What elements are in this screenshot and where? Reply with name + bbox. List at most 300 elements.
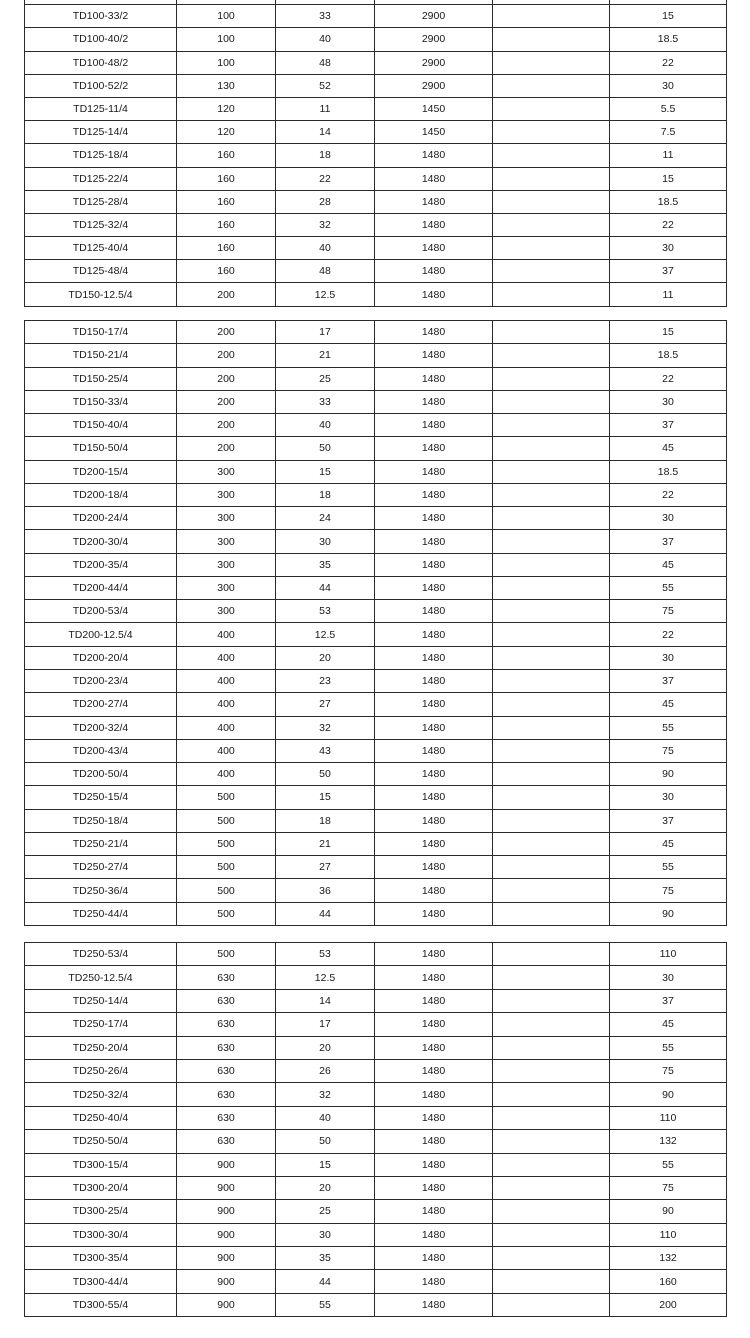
head-cell: 53 (276, 600, 375, 623)
head-cell: 21 (276, 344, 375, 367)
power-cell: 15 (610, 5, 727, 28)
blank-cell (493, 763, 610, 786)
head-cell: 22 (276, 167, 375, 190)
flow-cell: 300 (177, 530, 276, 553)
flow-cell: 200 (177, 367, 276, 390)
speed-cell: 2900 (375, 74, 493, 97)
power-cell: 18.5 (610, 460, 727, 483)
head-cell: 18 (276, 144, 375, 167)
pump-spec-table-3 (24, 942, 726, 1317)
blank-cell (493, 623, 610, 646)
speed-cell: 1480 (375, 1270, 493, 1293)
blank-cell (493, 51, 610, 74)
power-cell: 75 (610, 600, 727, 623)
speed-cell: 1480 (375, 530, 493, 553)
flow-cell: 400 (177, 623, 276, 646)
table-row (25, 739, 727, 762)
flow-cell: 130 (177, 74, 276, 97)
flow-cell: 100 (177, 5, 276, 28)
power-cell: 22 (610, 213, 727, 236)
flow-cell: 900 (177, 1293, 276, 1316)
speed-cell: 1480 (375, 989, 493, 1012)
speed-cell: 1480 (375, 809, 493, 832)
table-row (25, 763, 727, 786)
spec-table (24, 0, 727, 307)
flow-cell: 400 (177, 646, 276, 669)
power-cell: 15 (610, 321, 727, 344)
power-cell: 45 (610, 1013, 727, 1036)
speed-cell: 1480 (375, 344, 493, 367)
blank-cell (493, 1247, 610, 1270)
head-cell: 48 (276, 51, 375, 74)
speed-cell: 1450 (375, 97, 493, 120)
table-row (25, 167, 727, 190)
table-row (25, 367, 727, 390)
blank-cell (493, 507, 610, 530)
flow-cell: 160 (177, 237, 276, 260)
model-cell: TD150-33/4 (25, 390, 177, 413)
flow-cell: 200 (177, 321, 276, 344)
flow-cell: 500 (177, 902, 276, 925)
power-cell: 30 (610, 237, 727, 260)
table-row (25, 576, 727, 599)
blank-cell (493, 437, 610, 460)
power-cell: 30 (610, 507, 727, 530)
model-cell: TD250-53/4 (25, 943, 177, 966)
flow-cell: 900 (177, 1223, 276, 1246)
power-cell: 160 (610, 1270, 727, 1293)
blank-cell (493, 693, 610, 716)
head-cell: 12.5 (276, 623, 375, 646)
flow-cell: 160 (177, 213, 276, 236)
table-row (25, 144, 727, 167)
model-cell: TD250-44/4 (25, 902, 177, 925)
table-row (25, 1106, 727, 1129)
flow-cell: 900 (177, 1153, 276, 1176)
speed-cell: 1480 (375, 414, 493, 437)
table-row (25, 483, 727, 506)
blank-cell (493, 989, 610, 1012)
table-row (25, 809, 727, 832)
power-cell: 11 (610, 144, 727, 167)
head-cell: 17 (276, 1013, 375, 1036)
model-cell: TD200-43/4 (25, 739, 177, 762)
head-cell: 32 (276, 1083, 375, 1106)
table-row (25, 623, 727, 646)
table-row (25, 1176, 727, 1199)
pump-spec-table-1 (24, 0, 726, 307)
speed-cell: 1480 (375, 507, 493, 530)
speed-cell: 1480 (375, 1083, 493, 1106)
table-row (25, 989, 727, 1012)
table-row (25, 390, 727, 413)
power-cell: 30 (610, 646, 727, 669)
power-cell: 15 (610, 167, 727, 190)
table-row (25, 321, 727, 344)
table-row (25, 856, 727, 879)
flow-cell: 400 (177, 716, 276, 739)
model-cell: TD250-36/4 (25, 879, 177, 902)
model-cell: TD250-14/4 (25, 989, 177, 1012)
head-cell: 35 (276, 553, 375, 576)
flow-cell: 200 (177, 414, 276, 437)
flow-cell: 120 (177, 97, 276, 120)
power-cell: 45 (610, 553, 727, 576)
flow-cell: 100 (177, 28, 276, 51)
flow-cell: 900 (177, 1270, 276, 1293)
power-cell: 90 (610, 902, 727, 925)
speed-cell: 1480 (375, 1200, 493, 1223)
table-row (25, 190, 727, 213)
model-cell: TD300-25/4 (25, 1200, 177, 1223)
power-cell: 55 (610, 1036, 727, 1059)
head-cell: 21 (276, 832, 375, 855)
speed-cell: 1480 (375, 167, 493, 190)
flow-cell: 500 (177, 809, 276, 832)
speed-cell: 1480 (375, 1247, 493, 1270)
power-cell: 30 (610, 390, 727, 413)
power-cell: 75 (610, 879, 727, 902)
table-row (25, 530, 727, 553)
power-cell: 110 (610, 1223, 727, 1246)
power-cell: 22 (610, 51, 727, 74)
head-cell: 36 (276, 879, 375, 902)
flow-cell: 630 (177, 966, 276, 989)
power-cell: 22 (610, 623, 727, 646)
blank-cell (493, 943, 610, 966)
speed-cell: 1480 (375, 693, 493, 716)
model-cell: TD125-11/4 (25, 97, 177, 120)
power-cell: 37 (610, 260, 727, 283)
model-cell: TD200-24/4 (25, 507, 177, 530)
flow-cell: 300 (177, 600, 276, 623)
speed-cell: 1480 (375, 943, 493, 966)
power-cell: 75 (610, 1176, 727, 1199)
model-cell: TD300-20/4 (25, 1176, 177, 1199)
speed-cell: 1480 (375, 144, 493, 167)
model-cell: TD250-17/4 (25, 1013, 177, 1036)
model-cell: TD250-27/4 (25, 856, 177, 879)
model-cell: TD125-32/4 (25, 213, 177, 236)
head-cell: 28 (276, 190, 375, 213)
blank-cell (493, 1223, 610, 1246)
blank-cell (493, 167, 610, 190)
speed-cell: 1480 (375, 576, 493, 599)
blank-cell (493, 321, 610, 344)
model-cell: TD100-40/2 (25, 28, 177, 51)
blank-cell (493, 1270, 610, 1293)
flow-cell: 160 (177, 144, 276, 167)
table-row (25, 786, 727, 809)
flow-cell: 300 (177, 507, 276, 530)
spec-table (24, 320, 727, 926)
power-cell: 132 (610, 1247, 727, 1270)
blank-cell (493, 1013, 610, 1036)
head-cell: 40 (276, 237, 375, 260)
table-row (25, 553, 727, 576)
head-cell: 48 (276, 260, 375, 283)
table-row (25, 28, 727, 51)
power-cell: 75 (610, 1059, 727, 1082)
power-cell: 11 (610, 283, 727, 306)
table-row (25, 97, 727, 120)
head-cell: 15 (276, 1153, 375, 1176)
speed-cell: 1480 (375, 367, 493, 390)
blank-cell (493, 28, 610, 51)
flow-cell: 400 (177, 739, 276, 762)
power-cell: 37 (610, 414, 727, 437)
power-cell: 30 (610, 786, 727, 809)
speed-cell: 1480 (375, 483, 493, 506)
blank-cell (493, 190, 610, 213)
speed-cell: 1480 (375, 1013, 493, 1036)
speed-cell: 1480 (375, 739, 493, 762)
blank-cell (493, 1293, 610, 1316)
blank-cell (493, 716, 610, 739)
head-cell: 12.5 (276, 283, 375, 306)
model-cell: TD250-21/4 (25, 832, 177, 855)
speed-cell: 1480 (375, 260, 493, 283)
blank-cell (493, 74, 610, 97)
blank-cell (493, 832, 610, 855)
model-cell: TD250-32/4 (25, 1083, 177, 1106)
head-cell: 24 (276, 507, 375, 530)
power-cell: 37 (610, 989, 727, 1012)
flow-cell: 500 (177, 832, 276, 855)
model-cell: TD200-35/4 (25, 553, 177, 576)
speed-cell: 1480 (375, 646, 493, 669)
power-cell: 18.5 (610, 28, 727, 51)
blank-cell (493, 144, 610, 167)
speed-cell: 1480 (375, 213, 493, 236)
blank-cell (493, 600, 610, 623)
speed-cell: 2900 (375, 28, 493, 51)
speed-cell: 1480 (375, 1223, 493, 1246)
model-cell: TD150-21/4 (25, 344, 177, 367)
power-cell: 37 (610, 669, 727, 692)
model-cell: TD250-18/4 (25, 809, 177, 832)
table-row (25, 507, 727, 530)
speed-cell: 1480 (375, 437, 493, 460)
head-cell: 20 (276, 1036, 375, 1059)
head-cell: 27 (276, 856, 375, 879)
head-cell: 15 (276, 786, 375, 809)
model-cell: TD200-23/4 (25, 669, 177, 692)
head-cell: 40 (276, 28, 375, 51)
head-cell: 18 (276, 483, 375, 506)
blank-cell (493, 483, 610, 506)
speed-cell: 1480 (375, 460, 493, 483)
blank-cell (493, 1083, 610, 1106)
blank-cell (493, 344, 610, 367)
head-cell: 30 (276, 1223, 375, 1246)
head-cell: 44 (276, 902, 375, 925)
blank-cell (493, 739, 610, 762)
model-cell: TD250-26/4 (25, 1059, 177, 1082)
flow-cell: 900 (177, 1247, 276, 1270)
head-cell: 32 (276, 213, 375, 236)
speed-cell: 1480 (375, 669, 493, 692)
blank-cell (493, 5, 610, 28)
power-cell: 7.5 (610, 121, 727, 144)
model-cell: TD250-15/4 (25, 786, 177, 809)
table-row (25, 832, 727, 855)
flow-cell: 900 (177, 1200, 276, 1223)
flow-cell: 630 (177, 1130, 276, 1153)
head-cell: 55 (276, 1293, 375, 1316)
power-cell: 18.5 (610, 190, 727, 213)
flow-cell: 200 (177, 283, 276, 306)
table-row (25, 1270, 727, 1293)
speed-cell: 1480 (375, 1106, 493, 1129)
head-cell: 40 (276, 414, 375, 437)
model-cell: TD150-50/4 (25, 437, 177, 460)
model-cell: TD250-40/4 (25, 1106, 177, 1129)
model-cell: TD300-55/4 (25, 1293, 177, 1316)
head-cell: 25 (276, 367, 375, 390)
table-row (25, 1130, 727, 1153)
model-cell: TD250-12.5/4 (25, 966, 177, 989)
blank-cell (493, 879, 610, 902)
power-cell: 37 (610, 530, 727, 553)
model-cell: TD250-20/4 (25, 1036, 177, 1059)
blank-cell (493, 283, 610, 306)
power-cell: 5.5 (610, 97, 727, 120)
table-row (25, 1013, 727, 1036)
model-cell: TD125-48/4 (25, 260, 177, 283)
speed-cell: 1480 (375, 716, 493, 739)
power-cell: 30 (610, 966, 727, 989)
model-cell: TD100-33/2 (25, 5, 177, 28)
table-row (25, 260, 727, 283)
model-cell: TD150-40/4 (25, 414, 177, 437)
head-cell: 14 (276, 989, 375, 1012)
head-cell: 18 (276, 809, 375, 832)
power-cell: 200 (610, 1293, 727, 1316)
head-cell: 30 (276, 530, 375, 553)
model-cell: TD125-14/4 (25, 121, 177, 144)
blank-cell (493, 530, 610, 553)
power-cell: 110 (610, 943, 727, 966)
speed-cell: 1480 (375, 902, 493, 925)
flow-cell: 300 (177, 553, 276, 576)
power-cell: 22 (610, 367, 727, 390)
power-cell: 30 (610, 74, 727, 97)
blank-cell (493, 1059, 610, 1082)
speed-cell: 1480 (375, 786, 493, 809)
table-row (25, 943, 727, 966)
power-cell: 45 (610, 693, 727, 716)
head-cell: 44 (276, 576, 375, 599)
model-cell: TD300-30/4 (25, 1223, 177, 1246)
head-cell: 50 (276, 1130, 375, 1153)
model-cell: TD150-25/4 (25, 367, 177, 390)
model-cell: TD100-52/2 (25, 74, 177, 97)
speed-cell: 1480 (375, 600, 493, 623)
head-cell: 43 (276, 739, 375, 762)
speed-cell: 2900 (375, 51, 493, 74)
blank-cell (493, 1153, 610, 1176)
blank-cell (493, 1106, 610, 1129)
table-row (25, 74, 727, 97)
flow-cell: 300 (177, 483, 276, 506)
model-cell: TD125-22/4 (25, 167, 177, 190)
flow-cell: 160 (177, 167, 276, 190)
speed-cell: 1480 (375, 1153, 493, 1176)
table-row (25, 1083, 727, 1106)
head-cell: 11 (276, 97, 375, 120)
flow-cell: 160 (177, 190, 276, 213)
model-cell: TD200-27/4 (25, 693, 177, 716)
head-cell: 20 (276, 1176, 375, 1199)
table-row (25, 1223, 727, 1246)
power-cell: 132 (610, 1130, 727, 1153)
table-row (25, 1153, 727, 1176)
speed-cell: 2900 (375, 5, 493, 28)
head-cell: 15 (276, 460, 375, 483)
flow-cell: 500 (177, 856, 276, 879)
model-cell: TD200-15/4 (25, 460, 177, 483)
blank-cell (493, 669, 610, 692)
flow-cell: 400 (177, 763, 276, 786)
model-cell: TD200-12.5/4 (25, 623, 177, 646)
head-cell: 12.5 (276, 966, 375, 989)
speed-cell: 1480 (375, 966, 493, 989)
table-row (25, 1247, 727, 1270)
speed-cell: 1480 (375, 1176, 493, 1199)
model-cell: TD125-18/4 (25, 144, 177, 167)
speed-cell: 1480 (375, 553, 493, 576)
head-cell: 20 (276, 646, 375, 669)
table-row (25, 879, 727, 902)
flow-cell: 400 (177, 669, 276, 692)
flow-cell: 120 (177, 121, 276, 144)
table-row (25, 966, 727, 989)
head-cell: 53 (276, 943, 375, 966)
model-cell: TD200-53/4 (25, 600, 177, 623)
blank-cell (493, 1036, 610, 1059)
blank-cell (493, 856, 610, 879)
blank-cell (493, 390, 610, 413)
table-row (25, 669, 727, 692)
blank-cell (493, 966, 610, 989)
flow-cell: 500 (177, 943, 276, 966)
table-row (25, 344, 727, 367)
head-cell: 23 (276, 669, 375, 692)
model-cell: TD150-12.5/4 (25, 283, 177, 306)
model-cell: TD200-50/4 (25, 763, 177, 786)
flow-cell: 100 (177, 51, 276, 74)
table-row (25, 1200, 727, 1223)
flow-cell: 630 (177, 989, 276, 1012)
head-cell: 35 (276, 1247, 375, 1270)
blank-cell (493, 121, 610, 144)
pump-spec-table-2 (24, 320, 726, 926)
head-cell: 17 (276, 321, 375, 344)
model-cell: TD200-44/4 (25, 576, 177, 599)
table-row (25, 414, 727, 437)
flow-cell: 500 (177, 786, 276, 809)
power-cell: 55 (610, 576, 727, 599)
blank-cell (493, 786, 610, 809)
head-cell: 25 (276, 1200, 375, 1223)
table-row (25, 600, 727, 623)
power-cell: 22 (610, 483, 727, 506)
speed-cell: 1480 (375, 879, 493, 902)
table-row (25, 1059, 727, 1082)
speed-cell: 1480 (375, 763, 493, 786)
model-cell: TD200-18/4 (25, 483, 177, 506)
